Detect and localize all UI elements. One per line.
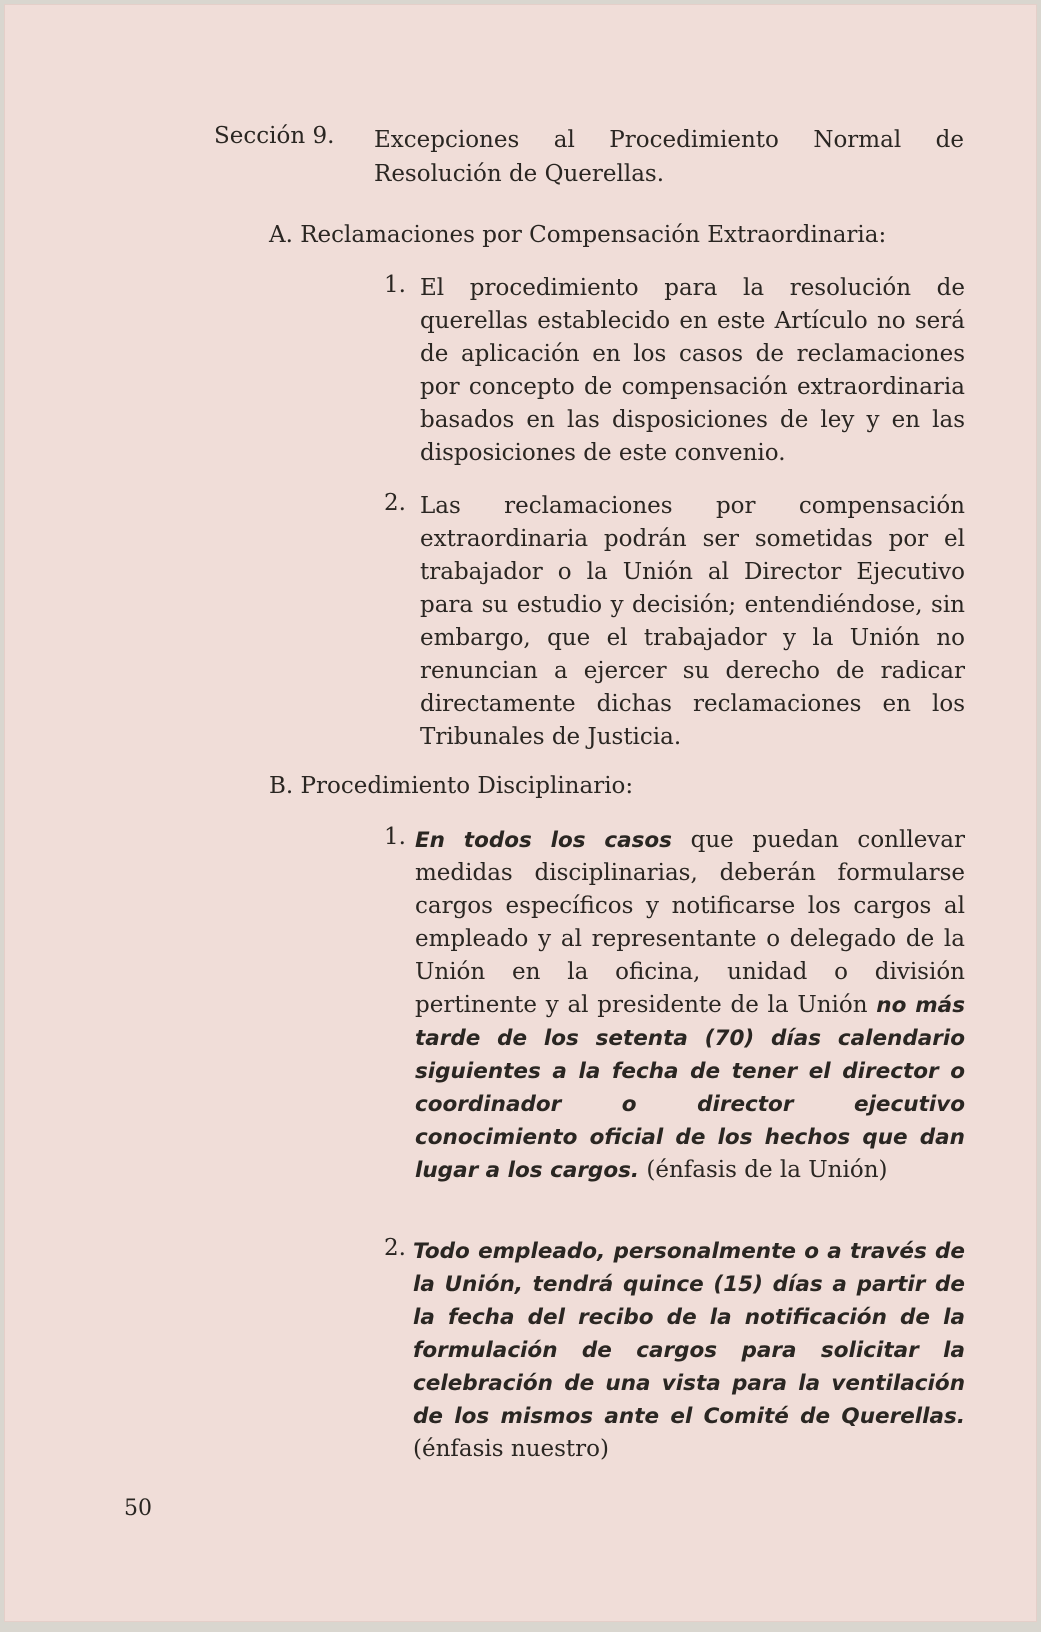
subsection-b-heading: B. Procedimiento Disciplinario: <box>269 773 634 799</box>
page-number: 50 <box>124 1496 152 1521</box>
item-b1-text <box>415 824 965 1187</box>
subsection-a-heading: A. Reclamaciones por Compensación Extraordinaria: <box>269 222 887 248</box>
item-b2-note: (énfasis nuestro) <box>413 1436 609 1462</box>
item-a2-text: Las reclamaciones por compensación extraordinaria podrán ser sometidas por el trabajador o la Unión al Director Ejecutivo para su estudio y decisión; entendiéndose, sin embargo, que el trabajador y la Unión no renuncian a ejercer su derecho de radicar directamente dichas reclamaciones en los Tribunales de Justicia. <box>420 493 965 750</box>
section-label: Sección 9. <box>214 123 335 149</box>
item-a1-text: El procedimiento para la resolución de querellas establecido en este Artículo no será de aplicación en los casos de reclamaciones por concepto de compensación extraordinaria basados en las disposiciones de ley y en las disposiciones de este convenio. <box>420 275 965 466</box>
item-b2-text <box>413 1235 965 1466</box>
document-page <box>4 4 1037 1622</box>
item-b1-number: 1. <box>384 824 406 850</box>
item-b2-emphasis: Todo empleado, personalmente o a través de la Unión, tendrá quince (15) días a partir de la fecha del recibo de la notificación de la formulación de cargos para solicitar la celebración de una vista para la ventilación de los mismos ante el Comité de Querellas. <box>413 1239 965 1429</box>
section-title-line-1: Excepciones al Procedimiento Normal de <box>374 127 964 153</box>
item-b1-emphasis-start: En todos los casos <box>415 828 672 853</box>
section-title <box>374 123 964 191</box>
item-b1-plain-text: que puedan conllevar medidas disciplinarias, deberán formularse cargos específicos y notificarse los cargos al empleado y al representante o delegado de la Unión en la oficina, unidad o división pertinente y al presidente de la Unión <box>415 827 966 1018</box>
item-b1-note: (énfasis de la Unión) <box>646 1157 888 1183</box>
item-b1-emphasis-end: no más tarde de los setenta (70) días calendario siguientes a la fecha de tener el director o coordinador o director ejecutivo conocimiento oficial de los hechos que dan lugar a los cargos. <box>415 993 965 1183</box>
item-a1-number: 1. <box>384 272 406 298</box>
item-b2-number: 2. <box>384 1235 406 1261</box>
item-a2-number: 2. <box>384 490 406 516</box>
section-title-line-2: Resolución de Querellas. <box>374 161 665 187</box>
